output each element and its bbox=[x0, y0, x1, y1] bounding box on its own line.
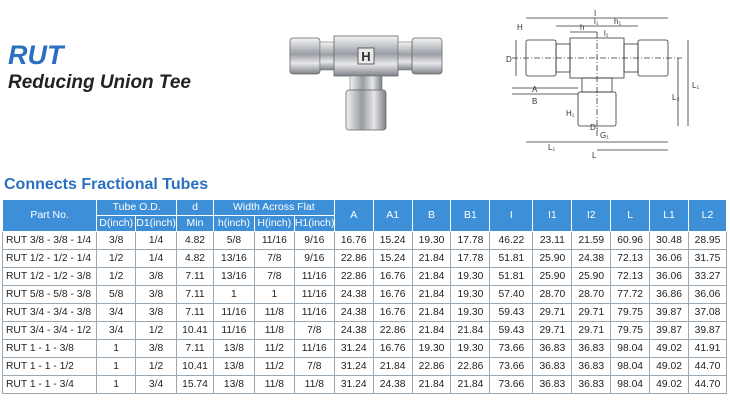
table-cell: 17.78 bbox=[451, 232, 490, 250]
table-cell: 28.70 bbox=[572, 286, 611, 304]
table-cell: 7.11 bbox=[177, 304, 214, 322]
table-cell: 3/4 bbox=[97, 304, 136, 322]
table-cell: 51.81 bbox=[490, 268, 533, 286]
col-b1: B1 bbox=[451, 200, 490, 232]
table-cell: 13/16 bbox=[213, 268, 254, 286]
table-cell: 21.84 bbox=[373, 358, 412, 376]
table-cell: 46.22 bbox=[490, 232, 533, 250]
table-cell: 24.38 bbox=[334, 304, 373, 322]
drawing-label: D₁ bbox=[590, 123, 599, 132]
table-cell: 21.84 bbox=[451, 322, 490, 340]
table-row bbox=[3, 340, 727, 358]
table-cell: 1 bbox=[213, 286, 254, 304]
table-cell: 24.38 bbox=[334, 322, 373, 340]
col-l1: L1 bbox=[650, 200, 689, 232]
table-cell: 11/8 bbox=[254, 304, 294, 322]
table-cell: 59.43 bbox=[490, 322, 533, 340]
table-cell: 10.41 bbox=[177, 358, 214, 376]
col-d1-inch: D1(inch) bbox=[136, 216, 177, 232]
table-cell: 9/16 bbox=[294, 250, 334, 268]
table-cell: 1/4 bbox=[136, 250, 177, 268]
table-cell: 19.30 bbox=[412, 340, 451, 358]
table-cell: 23.11 bbox=[533, 232, 572, 250]
col-l: L bbox=[611, 200, 650, 232]
part-number-cell: RUT 5/8 - 5/8 - 3/8 bbox=[3, 286, 97, 304]
table-cell: 21.84 bbox=[412, 250, 451, 268]
table-cell: 39.87 bbox=[689, 322, 727, 340]
table-cell: 36.06 bbox=[650, 268, 689, 286]
drawing-label: L₁ bbox=[548, 143, 556, 152]
table-cell: 1/2 bbox=[136, 322, 177, 340]
drawing-label: h bbox=[580, 23, 585, 32]
table-row bbox=[3, 268, 727, 286]
table-cell: 51.81 bbox=[490, 250, 533, 268]
table-cell: 11/16 bbox=[294, 286, 334, 304]
table-cell: 16.76 bbox=[373, 340, 412, 358]
table-cell: 7/8 bbox=[254, 268, 294, 286]
spec-table-body bbox=[3, 232, 727, 394]
table-cell: 25.90 bbox=[533, 250, 572, 268]
table-cell: 3/8 bbox=[136, 340, 177, 358]
table-cell: 31.24 bbox=[334, 358, 373, 376]
logo-mark: H bbox=[361, 49, 371, 64]
part-number-cell: RUT 1/2 - 1/2 - 3/8 bbox=[3, 268, 97, 286]
col-h-inch: h(inch) bbox=[213, 216, 254, 232]
table-cell: 16.76 bbox=[373, 268, 412, 286]
table-cell: 60.96 bbox=[611, 232, 650, 250]
table-row bbox=[3, 322, 727, 340]
table-cell: 3/8 bbox=[136, 304, 177, 322]
drawing-label: L₂ bbox=[672, 93, 680, 102]
col-i: I bbox=[490, 200, 533, 232]
table-cell: 36.83 bbox=[533, 358, 572, 376]
table-cell: 7/8 bbox=[294, 322, 334, 340]
table-cell: 21.84 bbox=[412, 304, 451, 322]
drawing-label: H₁ bbox=[566, 109, 575, 118]
table-cell: 1/2 bbox=[97, 268, 136, 286]
table-cell: 3/4 bbox=[136, 376, 177, 394]
table-cell: 10.41 bbox=[177, 322, 214, 340]
table-cell: 11/16 bbox=[294, 340, 334, 358]
table-cell: 7.11 bbox=[177, 340, 214, 358]
table-cell: 79.75 bbox=[611, 322, 650, 340]
drawing-label: A bbox=[532, 85, 538, 94]
table-row bbox=[3, 232, 727, 250]
table-cell: 7.11 bbox=[177, 268, 214, 286]
col-d-min: Min bbox=[177, 216, 214, 232]
drawing-label: l₁ bbox=[604, 29, 609, 38]
table-cell: 25.90 bbox=[533, 268, 572, 286]
table-cell: 33.27 bbox=[689, 268, 727, 286]
table-cell: 5/8 bbox=[213, 232, 254, 250]
col-a: A bbox=[334, 200, 373, 232]
table-cell: 1/4 bbox=[136, 232, 177, 250]
table-cell: 13/8 bbox=[213, 376, 254, 394]
table-cell: 22.86 bbox=[451, 358, 490, 376]
table-cell: 73.66 bbox=[490, 340, 533, 358]
col-d: d bbox=[177, 200, 214, 216]
table-cell: 21.84 bbox=[451, 376, 490, 394]
table-cell: 1 bbox=[254, 286, 294, 304]
table-cell: 31.24 bbox=[334, 376, 373, 394]
table-cell: 49.02 bbox=[650, 340, 689, 358]
part-number-cell: RUT 1 - 1 - 3/4 bbox=[3, 376, 97, 394]
table-row bbox=[3, 358, 727, 376]
table-cell: 36.06 bbox=[650, 250, 689, 268]
table-cell: 37.08 bbox=[689, 304, 727, 322]
table-cell: 49.02 bbox=[650, 358, 689, 376]
table-cell: 16.76 bbox=[373, 304, 412, 322]
product-code: RUT bbox=[8, 40, 64, 70]
table-cell: 29.71 bbox=[533, 322, 572, 340]
product-name: Reducing Union Tee bbox=[8, 72, 191, 93]
col-a1: A1 bbox=[373, 200, 412, 232]
table-cell: 21.84 bbox=[412, 322, 451, 340]
table-row bbox=[3, 286, 727, 304]
table-cell: 79.75 bbox=[611, 304, 650, 322]
table-row bbox=[3, 376, 727, 394]
table-cell: 28.70 bbox=[533, 286, 572, 304]
table-cell: 11/16 bbox=[294, 304, 334, 322]
table-cell: 39.87 bbox=[650, 322, 689, 340]
table-cell: 3/8 bbox=[136, 286, 177, 304]
table-cell: 3/4 bbox=[97, 322, 136, 340]
table-cell: 24.38 bbox=[334, 286, 373, 304]
table-cell: 11/2 bbox=[254, 358, 294, 376]
table-cell: 28.95 bbox=[689, 232, 727, 250]
table-cell: 59.43 bbox=[490, 304, 533, 322]
col-H1-inch: H1(inch) bbox=[294, 216, 334, 232]
table-cell: 19.30 bbox=[451, 340, 490, 358]
table-cell: 30.48 bbox=[650, 232, 689, 250]
table-cell: 4.82 bbox=[177, 232, 214, 250]
table-cell: 7/8 bbox=[254, 250, 294, 268]
table-cell: 57.40 bbox=[490, 286, 533, 304]
table-cell: 19.30 bbox=[412, 232, 451, 250]
table-cell: 3/8 bbox=[136, 268, 177, 286]
technical-drawing bbox=[502, 10, 724, 160]
table-cell: 11/16 bbox=[213, 322, 254, 340]
table-cell: 11/16 bbox=[294, 268, 334, 286]
drawing-label: I bbox=[594, 10, 597, 18]
part-number-cell: RUT 3/4 - 3/4 - 3/8 bbox=[3, 304, 97, 322]
table-cell: 1/2 bbox=[97, 250, 136, 268]
section-title: Connects Fractional Tubes bbox=[4, 176, 209, 193]
drawing-label: H bbox=[517, 23, 523, 32]
table-cell: 7.11 bbox=[177, 286, 214, 304]
drawing-label: l₁ bbox=[594, 17, 599, 26]
table-cell: 11/16 bbox=[213, 304, 254, 322]
drawing-label: G₁ bbox=[600, 131, 609, 140]
table-cell: 19.30 bbox=[451, 268, 490, 286]
table-cell: 44.70 bbox=[689, 358, 727, 376]
table-cell: 19.30 bbox=[451, 304, 490, 322]
drawing-label: B bbox=[532, 97, 538, 106]
table-cell: 49.02 bbox=[650, 376, 689, 394]
table-cell: 9/16 bbox=[294, 232, 334, 250]
table-cell: 13/16 bbox=[213, 250, 254, 268]
table-cell: 19.30 bbox=[451, 286, 490, 304]
table-cell: 11/8 bbox=[254, 376, 294, 394]
table-cell: 39.87 bbox=[650, 304, 689, 322]
table-cell: 22.86 bbox=[334, 268, 373, 286]
table-cell: 5/8 bbox=[97, 286, 136, 304]
table-cell: 25.90 bbox=[572, 268, 611, 286]
table-cell: 36.83 bbox=[533, 376, 572, 394]
table-cell: 22.86 bbox=[334, 250, 373, 268]
col-tube-od: Tube O.D. bbox=[97, 200, 177, 216]
table-cell: 1/2 bbox=[136, 358, 177, 376]
table-cell: 21.84 bbox=[412, 268, 451, 286]
table-cell: 36.06 bbox=[689, 286, 727, 304]
table-cell: 16.76 bbox=[373, 286, 412, 304]
table-cell: 73.66 bbox=[490, 376, 533, 394]
table-cell: 11/8 bbox=[254, 322, 294, 340]
table-cell: 3/8 bbox=[97, 232, 136, 250]
table-cell: 13/8 bbox=[213, 340, 254, 358]
table-cell: 41.91 bbox=[689, 340, 727, 358]
table-cell: 29.71 bbox=[533, 304, 572, 322]
table-cell: 98.04 bbox=[611, 358, 650, 376]
spec-table bbox=[2, 199, 727, 394]
drawing-label: L bbox=[592, 151, 597, 160]
table-cell: 31.75 bbox=[689, 250, 727, 268]
table-cell: 44.70 bbox=[689, 376, 727, 394]
col-d-inch: D(inch) bbox=[97, 216, 136, 232]
table-cell: 22.86 bbox=[373, 322, 412, 340]
col-b: B bbox=[412, 200, 451, 232]
table-cell: 98.04 bbox=[611, 340, 650, 358]
table-cell: 21.84 bbox=[412, 286, 451, 304]
table-cell: 15.24 bbox=[373, 250, 412, 268]
table-cell: 21.59 bbox=[572, 232, 611, 250]
tee-fitting-photo bbox=[286, 12, 446, 136]
drawing-label: L₁ bbox=[692, 81, 700, 90]
col-i2: I2 bbox=[572, 200, 611, 232]
part-number-cell: RUT 3/4 - 3/4 - 1/2 bbox=[3, 322, 97, 340]
table-cell: 4.82 bbox=[177, 250, 214, 268]
table-cell: 36.83 bbox=[572, 340, 611, 358]
table-cell: 36.86 bbox=[650, 286, 689, 304]
table-cell: 31.24 bbox=[334, 340, 373, 358]
part-number-cell: RUT 1/2 - 1/2 - 1/4 bbox=[3, 250, 97, 268]
col-H-inch: H(inch) bbox=[254, 216, 294, 232]
table-cell: 11/2 bbox=[254, 340, 294, 358]
table-cell: 77.72 bbox=[611, 286, 650, 304]
col-i1: I1 bbox=[533, 200, 572, 232]
table-cell: 22.86 bbox=[412, 358, 451, 376]
table-cell: 15.24 bbox=[373, 232, 412, 250]
table-cell: 72.13 bbox=[611, 250, 650, 268]
table-cell: 11/16 bbox=[254, 232, 294, 250]
part-number-cell: RUT 3/8 - 3/8 - 1/4 bbox=[3, 232, 97, 250]
table-cell: 7/8 bbox=[294, 358, 334, 376]
table-cell: 13/8 bbox=[213, 358, 254, 376]
table-cell: 98.04 bbox=[611, 376, 650, 394]
table-cell: 29.71 bbox=[572, 322, 611, 340]
table-cell: 11/8 bbox=[294, 376, 334, 394]
table-cell: 24.38 bbox=[572, 250, 611, 268]
table-cell: 36.83 bbox=[572, 358, 611, 376]
table-cell: 36.83 bbox=[533, 340, 572, 358]
table-cell: 21.84 bbox=[412, 376, 451, 394]
table-row bbox=[3, 250, 727, 268]
table-cell: 72.13 bbox=[611, 268, 650, 286]
table-cell: 15.74 bbox=[177, 376, 214, 394]
table-cell: 1 bbox=[97, 340, 136, 358]
drawing-label: D bbox=[506, 55, 512, 64]
col-width-across-flat: Width Across Flat bbox=[213, 200, 334, 216]
table-cell: 29.71 bbox=[572, 304, 611, 322]
table-cell: 73.66 bbox=[490, 358, 533, 376]
drawing-label: h₁ bbox=[614, 17, 622, 26]
part-number-cell: RUT 1 - 1 - 3/8 bbox=[3, 340, 97, 358]
table-cell: 1 bbox=[97, 376, 136, 394]
table-cell: 24.38 bbox=[373, 376, 412, 394]
table-cell: 1 bbox=[97, 358, 136, 376]
part-number-cell: RUT 1 - 1 - 1/2 bbox=[3, 358, 97, 376]
col-part-no: Part No. bbox=[3, 200, 97, 232]
col-l2: L2 bbox=[689, 200, 727, 232]
table-cell: 17.78 bbox=[451, 250, 490, 268]
table-row bbox=[3, 304, 727, 322]
table-cell: 16.76 bbox=[334, 232, 373, 250]
table-cell: 36.83 bbox=[572, 376, 611, 394]
